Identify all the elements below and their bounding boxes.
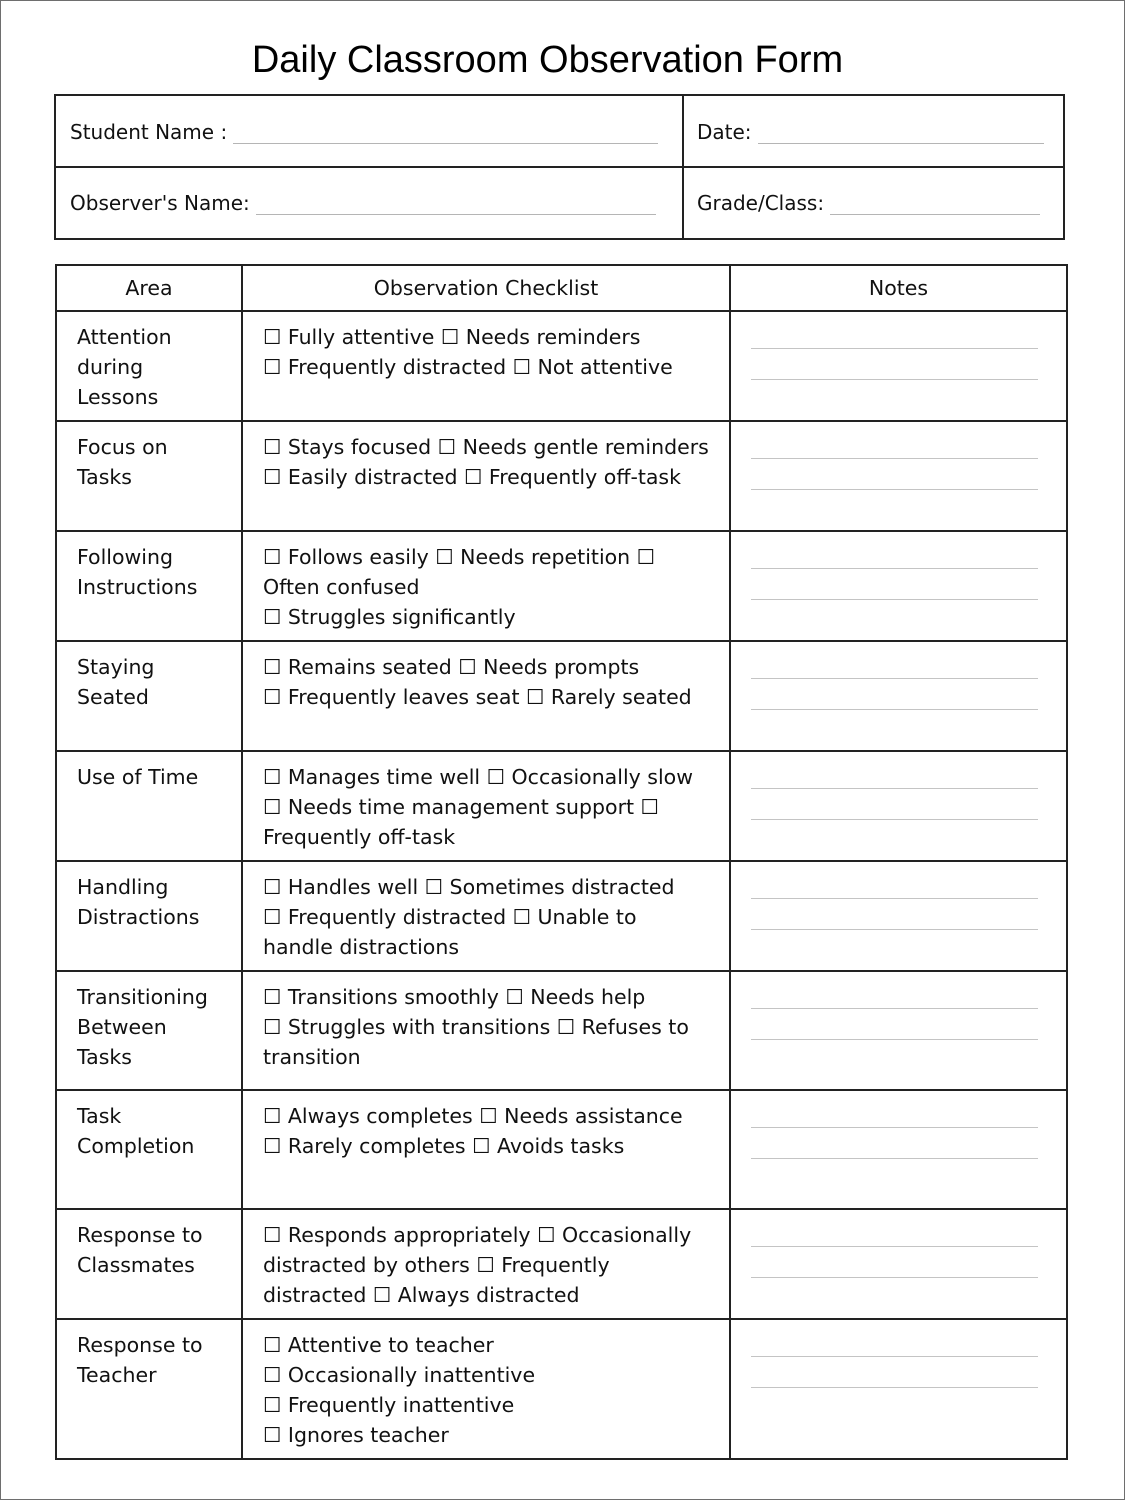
date-label: Date: — [697, 120, 752, 144]
area-cell — [56, 1090, 242, 1209]
notes-line[interactable] — [751, 752, 1038, 789]
table-row — [56, 751, 1067, 861]
header-info-table — [54, 94, 1065, 240]
column-header-area: Area — [56, 265, 242, 311]
table-body — [56, 311, 1067, 1459]
checklist-cell[interactable] — [242, 861, 730, 971]
notes-line[interactable] — [751, 1320, 1038, 1357]
notes-cell[interactable] — [730, 1319, 1067, 1459]
notes-cell[interactable] — [730, 751, 1067, 861]
date-blank[interactable] — [758, 123, 1044, 144]
notes-cell[interactable] — [730, 861, 1067, 971]
observer-name-blank[interactable] — [256, 194, 656, 215]
notes-line[interactable] — [751, 349, 1038, 380]
area-label: Handling Distractions — [77, 875, 200, 929]
observation-table — [55, 264, 1066, 1457]
area-cell — [56, 751, 242, 861]
table-row — [56, 311, 1067, 421]
notes-line[interactable] — [751, 1091, 1038, 1128]
area-cell — [56, 1319, 242, 1459]
area-label: Focus on Tasks — [77, 435, 168, 489]
notes-line[interactable] — [751, 532, 1038, 569]
checklist-options[interactable]: ☐ Fully attentive ☐ Needs reminders ☐ Frequently distracted ☐ Not attentive — [263, 325, 673, 379]
notes-cell[interactable] — [730, 1090, 1067, 1209]
checklist-cell[interactable] — [242, 531, 730, 641]
notes-line[interactable] — [751, 459, 1038, 490]
checklist-cell[interactable] — [242, 1319, 730, 1459]
checklist-options[interactable]: ☐ Remains seated ☐ Needs prompts ☐ Frequently leaves seat ☐ Rarely seated — [263, 655, 692, 709]
table-row — [56, 861, 1067, 971]
checklist-options[interactable]: ☐ Always completes ☐ Needs assistance ☐ Rarely completes ☐ Avoids tasks — [263, 1104, 683, 1158]
notes-cell[interactable] — [730, 1209, 1067, 1319]
checklist-cell[interactable] — [242, 751, 730, 861]
area-cell — [56, 1209, 242, 1319]
table-row — [56, 1090, 1067, 1209]
student-name-blank[interactable] — [233, 123, 658, 144]
checklist-cell[interactable] — [242, 421, 730, 531]
area-label: Response to Classmates — [77, 1223, 203, 1277]
notes-cell[interactable] — [730, 311, 1067, 421]
area-cell — [56, 421, 242, 531]
checklist-cell[interactable] — [242, 1209, 730, 1319]
notes-line[interactable] — [751, 899, 1038, 930]
table-row — [56, 1209, 1067, 1319]
checklist-options[interactable]: ☐ Stays focused ☐ Needs gentle reminders ☐ Easily distracted ☐ Frequently off-task — [263, 435, 709, 489]
header-divider-horizontal — [56, 166, 1063, 168]
area-label: Following Instructions — [77, 545, 198, 599]
student-name-field[interactable] — [70, 120, 658, 144]
column-header-notes: Notes — [730, 265, 1067, 311]
area-label: Response to Teacher — [77, 1333, 203, 1387]
area-label: Attention during Lessons — [77, 325, 172, 409]
area-cell — [56, 971, 242, 1090]
notes-line[interactable] — [751, 1210, 1038, 1247]
checklist-cell[interactable] — [242, 1090, 730, 1209]
checklist-options[interactable]: ☐ Manages time well ☐ Occasionally slow ☐ Needs time management support ☐ Frequently off-task — [263, 765, 693, 849]
notes-line[interactable] — [751, 312, 1038, 349]
checklist-options[interactable]: ☐ Follows easily ☐ Needs repetition ☐ Often confused ☐ Struggles significantly — [263, 545, 656, 629]
notes-line[interactable] — [751, 642, 1038, 679]
checklist-options[interactable]: ☐ Transitions smoothly ☐ Needs help ☐ Struggles with transitions ☐ Refuses to transition — [263, 985, 689, 1069]
checklist-cell[interactable] — [242, 311, 730, 421]
table-row — [56, 971, 1067, 1090]
notes-line[interactable] — [751, 679, 1038, 710]
column-header-checklist: Observation Checklist — [242, 265, 730, 311]
grade-class-blank[interactable] — [830, 194, 1040, 215]
date-field[interactable] — [697, 120, 1044, 144]
table-row — [56, 641, 1067, 751]
checklist-cell[interactable] — [242, 641, 730, 751]
notes-line[interactable] — [751, 1357, 1038, 1388]
notes-line[interactable] — [751, 1128, 1038, 1159]
notes-line[interactable] — [751, 789, 1038, 820]
table-row — [56, 1319, 1067, 1459]
area-cell — [56, 861, 242, 971]
observer-name-field[interactable] — [70, 191, 656, 215]
checklist-options[interactable]: ☐ Handles well ☐ Sometimes distracted ☐ Frequently distracted ☐ Unable to handle distractions — [263, 875, 675, 959]
table-header-row — [56, 265, 1067, 311]
area-cell — [56, 531, 242, 641]
table-row — [56, 531, 1067, 641]
notes-line[interactable] — [751, 1247, 1038, 1278]
grade-class-label: Grade/Class: — [697, 191, 825, 215]
notes-line[interactable] — [751, 862, 1038, 899]
area-cell — [56, 641, 242, 751]
area-label: Transitioning Between Tasks — [77, 985, 208, 1069]
grade-class-field[interactable] — [697, 191, 1040, 215]
observer-name-label: Observer's Name: — [70, 191, 250, 215]
notes-cell[interactable] — [730, 531, 1067, 641]
notes-line[interactable] — [751, 1009, 1038, 1040]
checklist-cell[interactable] — [242, 971, 730, 1090]
area-cell — [56, 311, 242, 421]
form-title: Daily Classroom Observation Form — [251, 39, 844, 81]
checklist-options[interactable]: ☐ Attentive to teacher ☐ Occasionally inattentive ☐ Frequently inattentive ☐ Ignores teacher — [263, 1333, 536, 1447]
notes-cell[interactable] — [730, 421, 1067, 531]
area-label: Use of Time — [77, 765, 199, 789]
notes-line[interactable] — [751, 972, 1038, 1009]
table-row — [56, 421, 1067, 531]
notes-line[interactable] — [751, 422, 1038, 459]
area-label: Staying Seated — [77, 655, 155, 709]
area-label: Task Completion — [77, 1104, 195, 1158]
notes-cell[interactable] — [730, 971, 1067, 1090]
student-name-label: Student Name : — [70, 120, 228, 144]
notes-line[interactable] — [751, 569, 1038, 600]
checklist-options[interactable]: ☐ Responds appropriately ☐ Occasionally distracted by others ☐ Frequently distracted ☐ Always distracted — [263, 1223, 692, 1307]
notes-cell[interactable] — [730, 641, 1067, 751]
